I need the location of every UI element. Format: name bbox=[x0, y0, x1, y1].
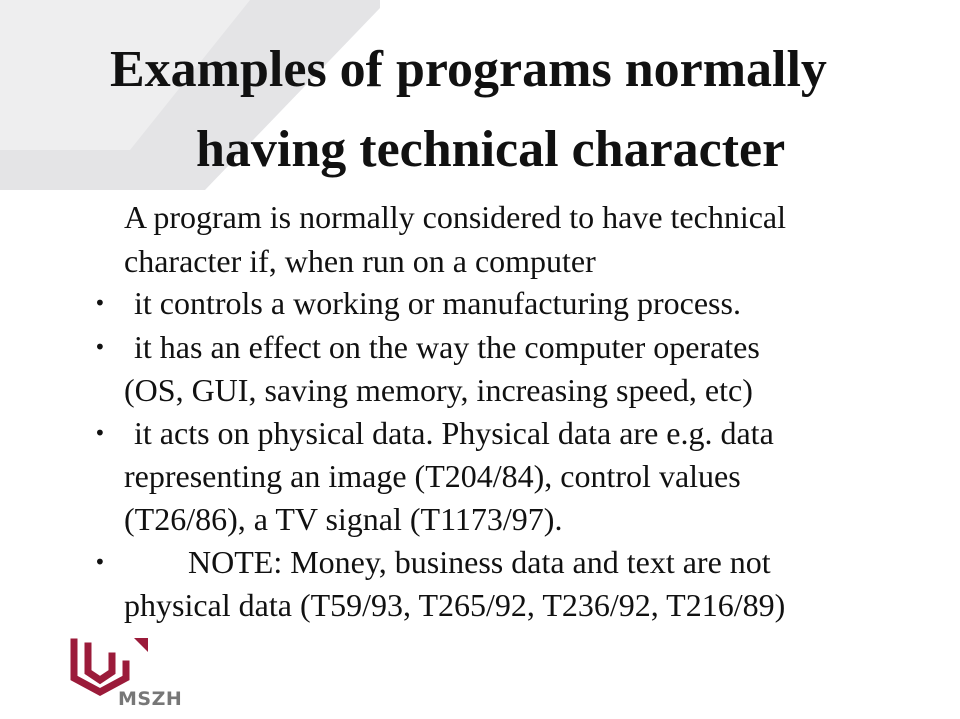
bullet-3-line-2: representing an image (T204/84), control values bbox=[124, 458, 741, 494]
bullet-1-text: it controls a working or manufacturing process. bbox=[134, 285, 741, 321]
bullet-icon: • bbox=[94, 550, 106, 574]
intro-line-2: character if, when run on a computer bbox=[124, 243, 596, 279]
bullet-icon: • bbox=[94, 335, 106, 359]
bullet-4-line-1: NOTE: Money, business data and text are not bbox=[188, 544, 771, 580]
logo-text: MSZH bbox=[118, 688, 183, 710]
bullet-icon: • bbox=[94, 291, 106, 315]
title-line-2: having technical character bbox=[196, 121, 786, 178]
bullet-3-line-3: (T26/86), a TV signal (T1173/97). bbox=[124, 501, 563, 537]
bullet-4-line-2: physical data (T59/93, T265/92, T236/92, T216/89) bbox=[124, 587, 786, 623]
bullet-3-line-1: it acts on physical data. Physical data are e.g. data bbox=[134, 415, 774, 451]
bullet-2-line-1: it has an effect on the way the computer operates bbox=[134, 329, 760, 365]
bullet-2-line-2: (OS, GUI, saving memory, increasing speed, etc) bbox=[124, 372, 753, 408]
mszh-logo-icon bbox=[64, 634, 154, 714]
bullet-icon: • bbox=[94, 421, 106, 445]
title-line-1: Examples of programs normally bbox=[110, 41, 827, 98]
intro-line-1: A program is normally considered to have technical bbox=[124, 199, 787, 235]
